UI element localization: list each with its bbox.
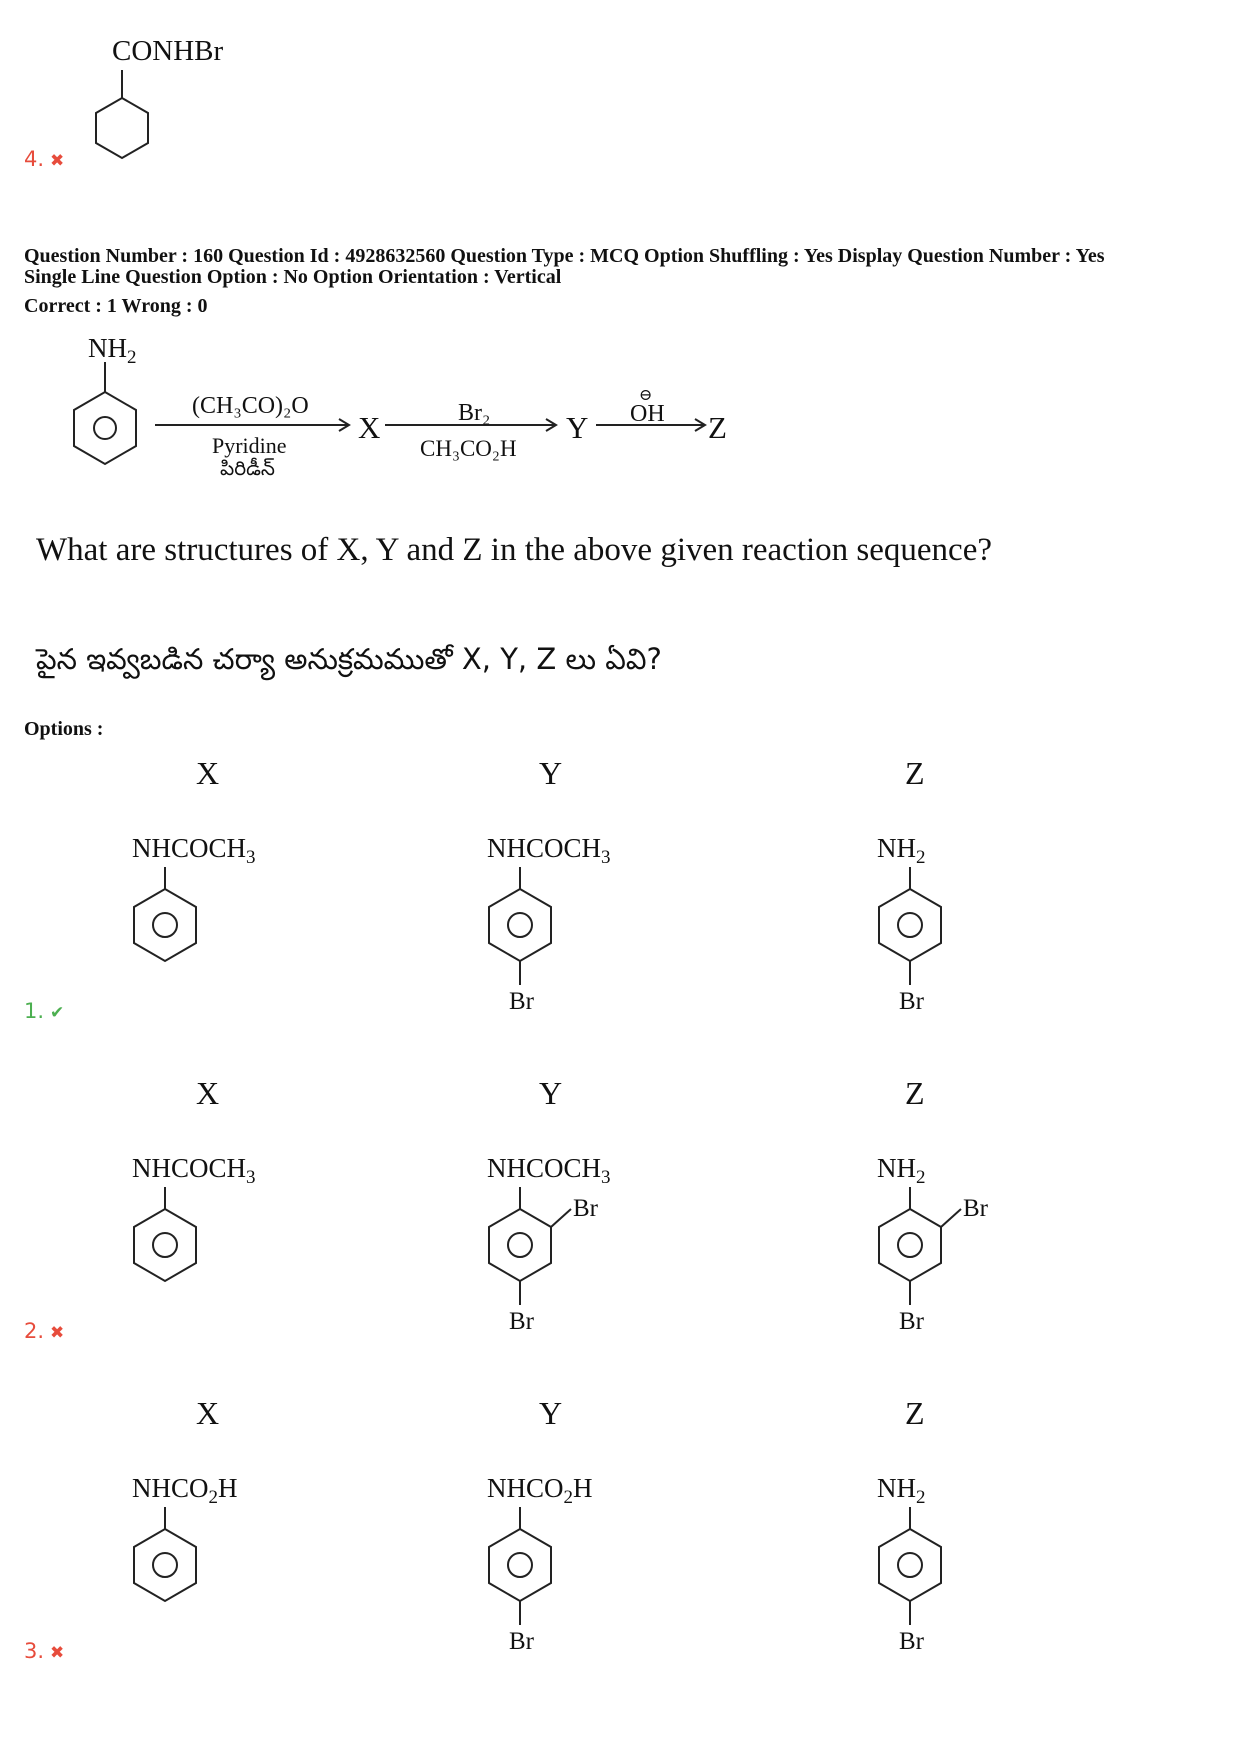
option-number: 2. xyxy=(24,1319,45,1343)
group-subscript: 3 xyxy=(601,1167,611,1188)
group-subscript: 3 xyxy=(246,1167,256,1188)
group-text: NH xyxy=(877,1153,916,1183)
reaction-arrow-1 xyxy=(150,418,355,432)
aromatic-circle xyxy=(153,1233,177,1257)
group-text: NHCOCH xyxy=(132,833,247,863)
structure-label-y: Y xyxy=(539,755,563,791)
cross-icon: ✖ xyxy=(50,1643,65,1663)
hydroxide-charge: ⊖ xyxy=(639,387,653,404)
aromatic-circle xyxy=(898,1233,922,1257)
reagent1-top: (CH₃CO)₂O xyxy=(192,393,309,419)
structure-label-z: Z xyxy=(905,755,925,791)
cyclohexane-structure xyxy=(80,70,160,170)
group-subscript: 2 xyxy=(916,1487,926,1508)
intermediate-y: Y xyxy=(566,410,589,445)
question-meta-line2: Single Line Question Option : No Option Orientation : Vertical xyxy=(24,266,562,288)
substituent-group xyxy=(487,833,611,869)
ring xyxy=(489,1209,551,1281)
substituent-group xyxy=(132,833,256,869)
para-bromo: Br xyxy=(509,1308,534,1335)
para-bromo: Br xyxy=(899,1308,924,1335)
product-z: Z xyxy=(708,410,727,445)
group-text: NHCOCH xyxy=(487,833,602,863)
group-text: NHCOCH xyxy=(487,1153,602,1183)
structure-label-x: X xyxy=(196,1395,220,1431)
aromatic-circle xyxy=(508,1233,532,1257)
ring xyxy=(489,889,551,961)
ortho-bromo: Br xyxy=(573,1195,598,1222)
para-bromo: Br xyxy=(899,1628,924,1655)
ring xyxy=(134,1209,196,1281)
option-number: 1. xyxy=(24,999,45,1023)
benzene-ring xyxy=(865,867,1015,1032)
aromatic-circle xyxy=(898,913,922,937)
question-text-telugu: పైన ఇవ్వబడిన చర్యా అనుక్రమముతో X, Y, Z లు ఏవి? xyxy=(36,642,662,676)
ring xyxy=(879,1529,941,1601)
reagent2-bottom: CH₃CO₂H xyxy=(420,436,517,461)
aniline-ring xyxy=(60,360,150,470)
option-number: 3. xyxy=(24,1639,45,1663)
check-icon: ✔ xyxy=(50,1003,65,1023)
structure-label-y: Y xyxy=(539,1395,563,1431)
ortho-bromo: Br xyxy=(963,1195,988,1222)
structure-label-z: Z xyxy=(905,1395,925,1431)
group-text: NH xyxy=(877,833,916,863)
question-meta-line1: Question Number : 160 Question Id : 4928632560 Question Type : MCQ Option Shuffling : Yes Display Question Number : Yes xyxy=(24,245,1105,267)
option-number-marker xyxy=(24,999,64,1023)
reagent2-top: Br₂ xyxy=(458,400,491,426)
group-subscript: 2 xyxy=(916,1167,926,1188)
option-number-marker xyxy=(24,1319,64,1343)
substituent-group xyxy=(877,833,926,869)
para-bromo: Br xyxy=(509,988,534,1015)
benzene-ring xyxy=(475,1187,625,1352)
start-group-text: NH xyxy=(88,333,127,363)
para-bromo: Br xyxy=(899,988,924,1015)
aromatic-circle xyxy=(508,913,532,937)
group-text: NHCO xyxy=(487,1473,564,1503)
group-subscript: 2 xyxy=(916,847,926,868)
group-subscript: 2 xyxy=(563,1487,574,1508)
cross-icon: ✖ xyxy=(50,1323,65,1343)
cross-icon: ✖ xyxy=(50,151,65,171)
group-subscript: 3 xyxy=(601,847,611,868)
question-score: Correct : 1 Wrong : 0 xyxy=(24,295,208,317)
benzene-ring xyxy=(475,867,625,1032)
aromatic-circle xyxy=(898,1553,922,1577)
structure-label-x: X xyxy=(196,755,220,791)
ring xyxy=(879,889,941,961)
benzene-ring xyxy=(120,1507,270,1672)
group-text: NHCO xyxy=(132,1473,209,1503)
intermediate-x: X xyxy=(358,410,381,445)
aromatic-circle xyxy=(508,1553,532,1577)
substituent-group xyxy=(132,1473,238,1509)
ortho-bond xyxy=(551,1209,571,1227)
group-text: NH xyxy=(877,1473,916,1503)
group-tail: H xyxy=(218,1473,238,1503)
group-text: NHCOCH xyxy=(132,1153,247,1183)
structure-label-x: X xyxy=(196,1075,220,1111)
group-tail: H xyxy=(573,1473,593,1503)
ring xyxy=(879,1209,941,1281)
group-subscript: 2 xyxy=(208,1487,219,1508)
reagent1-bottom: Pyridine xyxy=(212,433,287,458)
benzene-ring xyxy=(865,1507,1015,1672)
benzene-ring xyxy=(475,1507,625,1672)
option-number: 4. xyxy=(24,147,45,171)
prev-option-number xyxy=(24,147,64,171)
reagent3-top: OH xyxy=(630,401,665,427)
reagent1-bottom-telugu: పిరిడీన్ xyxy=(220,456,275,480)
aromatic-circle xyxy=(153,913,177,937)
ring xyxy=(134,1529,196,1601)
substituent-group xyxy=(877,1153,926,1189)
structure-label-y: Y xyxy=(539,1075,563,1111)
benzene-ring xyxy=(120,1187,270,1352)
ring xyxy=(489,1529,551,1601)
options-label: Options : xyxy=(24,718,104,740)
ortho-bond xyxy=(941,1209,961,1227)
group-subscript: 3 xyxy=(246,847,256,868)
substituent-group xyxy=(877,1473,926,1509)
prev-option-substituent: CONHBr xyxy=(112,35,224,67)
substituent-group xyxy=(487,1473,593,1509)
question-text-english: What are structures of X, Y and Z in the above given reaction sequence? xyxy=(36,532,992,568)
benzene-ring xyxy=(865,1187,1015,1352)
start-group-sub: 2 xyxy=(127,347,137,368)
para-bromo: Br xyxy=(509,1628,534,1655)
aromatic-circle xyxy=(153,1553,177,1577)
option-number-marker xyxy=(24,1639,64,1663)
substituent-group xyxy=(132,1153,256,1189)
ring xyxy=(134,889,196,961)
benzene-ring xyxy=(120,867,270,1032)
structure-label-z: Z xyxy=(905,1075,925,1111)
substituent-group xyxy=(487,1153,611,1189)
